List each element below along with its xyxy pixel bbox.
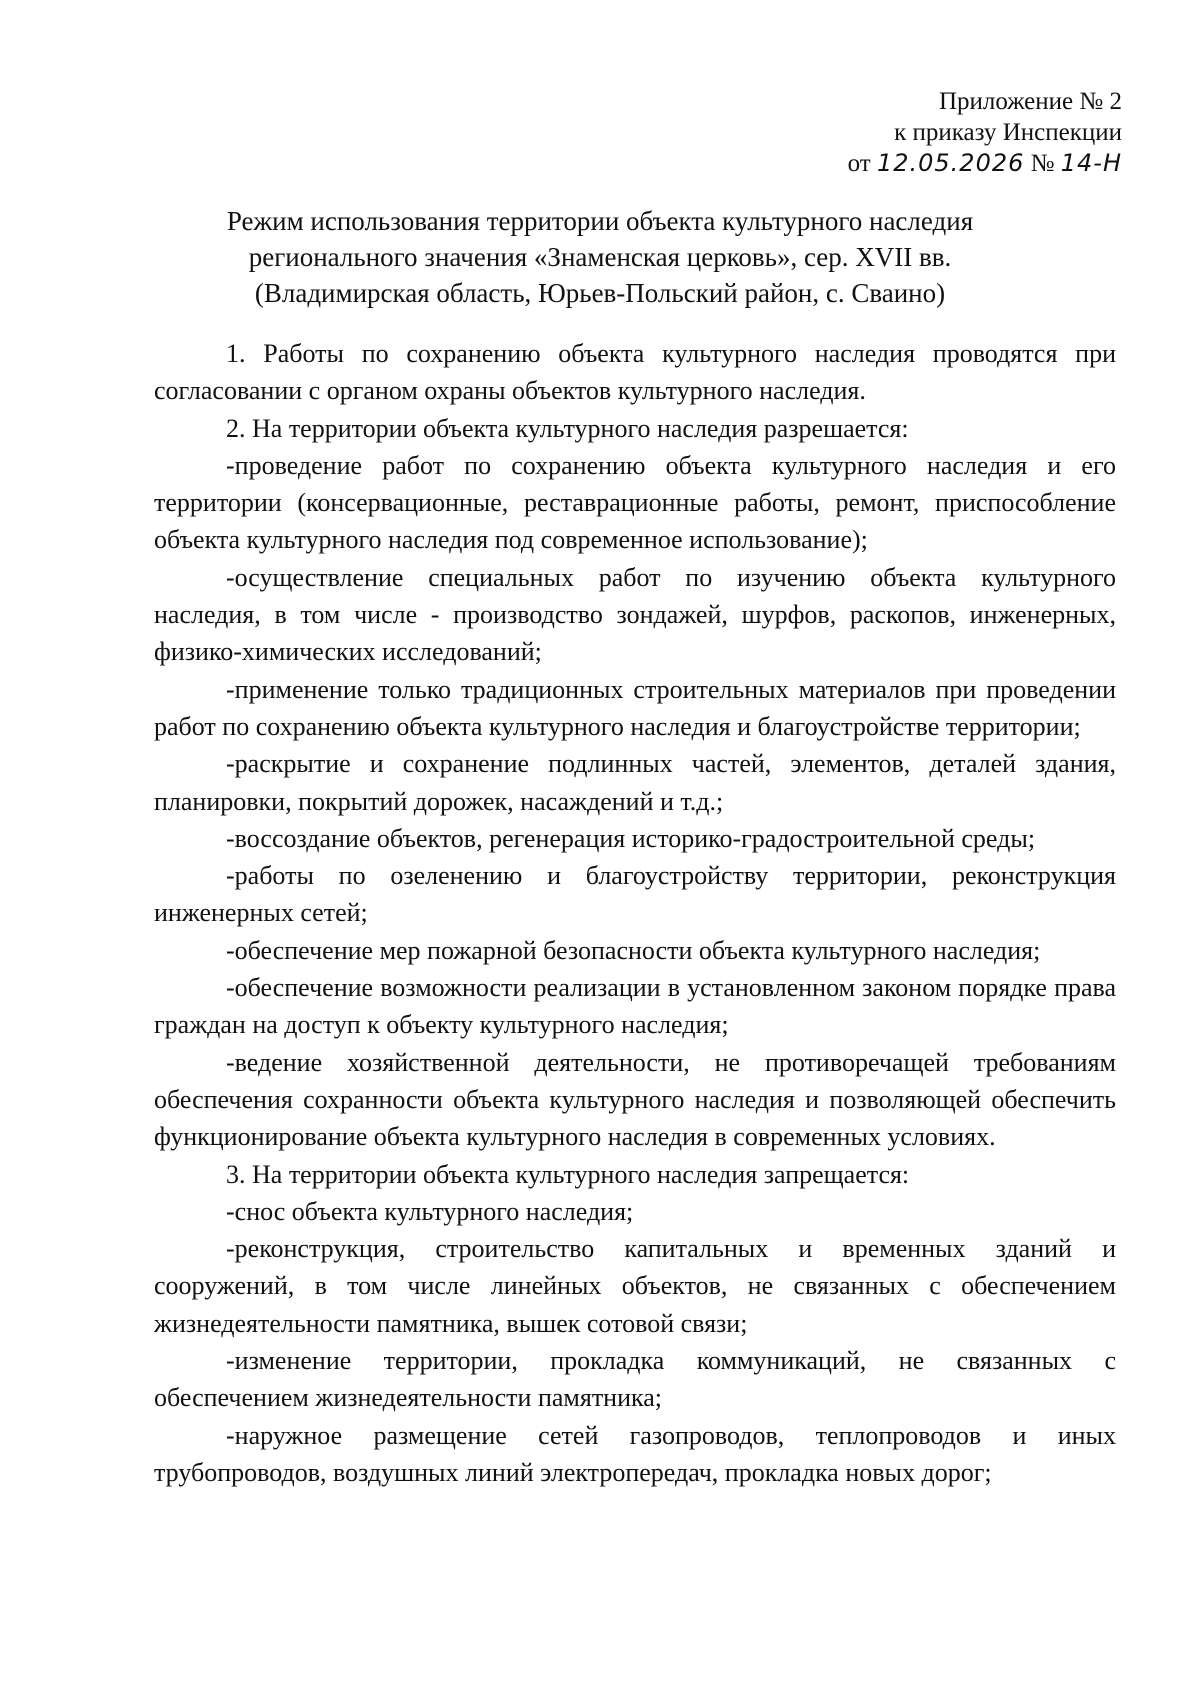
permitted-item-7: -обеспечение мер пожарной безопасности объекта культурного наследия; xyxy=(226,935,1041,965)
approval-block xyxy=(848,86,1122,179)
title-line-2: регионального значения «Знаменская церковь», сер. XVII вв. xyxy=(248,242,952,272)
prohibited-item-1: -снос объекта культурного наследия; xyxy=(226,1196,634,1226)
permitted-item-1: -проведение работ по сохранению объекта культурного наследия и его территории (консервационные, реставрационные работы, ремонт, приспособление объекта культурного наследия под современное использование); xyxy=(154,450,1116,555)
permitted-item-4: -раскрытие и сохранение подлинных частей, элементов, деталей здания, планировки, покрытий дорожек, насаждений и т.д.; xyxy=(154,749,1116,816)
permitted-item-2: -осуществление специальных работ по изучению объекта культурного наследия, в том числе - производство зондажей, шурфов, раскопов, инженерных, физико-химических исследований; xyxy=(154,562,1116,667)
document-body xyxy=(154,335,1116,1491)
paragraph-1: 1. Работы по сохранению объекта культурного наследия проводятся при согласовании с органом охраны объектов культурного наследия. xyxy=(154,339,1116,406)
title-line-1: Режим использования территории объекта культурного наследия xyxy=(226,206,974,236)
from-prefix: от xyxy=(847,150,871,177)
permitted-item-8: -обеспечение возможности реализации в установленном законом порядке права граждан на доступ к объекту культурного наследия; xyxy=(154,973,1116,1040)
handwritten-date: 12.05.2026 xyxy=(876,149,1025,177)
prohibited-item-3: -изменение территории, прокладка коммуникаций, не связанных с обеспечением жизнедеятельности памятника; xyxy=(154,1346,1116,1413)
order-date-number xyxy=(848,148,1122,179)
permitted-item-3: -применение только традиционных строительных материалов при проведении работ по сохранению объекта культурного наследия и благоустройстве территории; xyxy=(154,674,1116,741)
order-reference: к приказу Инспекции xyxy=(894,119,1122,146)
paragraph-2: 2. На территории объекта культурного наследия разрешается: xyxy=(226,413,909,443)
number-sign: № xyxy=(1030,150,1055,177)
appendix-label: Приложение № 2 xyxy=(938,88,1122,115)
title-line-3: (Владимирская область, Юрьев-Польский район, с. Сваино) xyxy=(254,278,946,308)
permitted-item-5: -воссоздание объектов, регенерация историко-градостроительной среды; xyxy=(226,823,1036,853)
permitted-item-6: -работы по озеленению и благоустройству территории, реконструкция инженерных сетей; xyxy=(154,861,1116,928)
prohibited-item-4: -наружное размещение сетей газопроводов, теплопроводов и иных трубопроводов, воздушных линий электропередач, прокладка новых дорог; xyxy=(154,1420,1116,1487)
handwritten-number: 14-Н xyxy=(1060,149,1122,177)
document-title xyxy=(150,203,1050,311)
permitted-item-9: -ведение хозяйственной деятельности, не противоречащей требованиям обеспечения сохранности объекта культурного наследия и позволяющей обеспечить функционирование объекта культурного наследия в современных условиях. xyxy=(154,1047,1116,1152)
paragraph-3: 3. На территории объекта культурного наследия запрещается: xyxy=(226,1159,910,1189)
prohibited-item-2: -реконструкция, строительство капитальных и временных зданий и сооружений, в том числе линейных объектов, не связанных с обеспечением жизнедеятельности памятника, вышек сотовой связи; xyxy=(154,1234,1116,1338)
